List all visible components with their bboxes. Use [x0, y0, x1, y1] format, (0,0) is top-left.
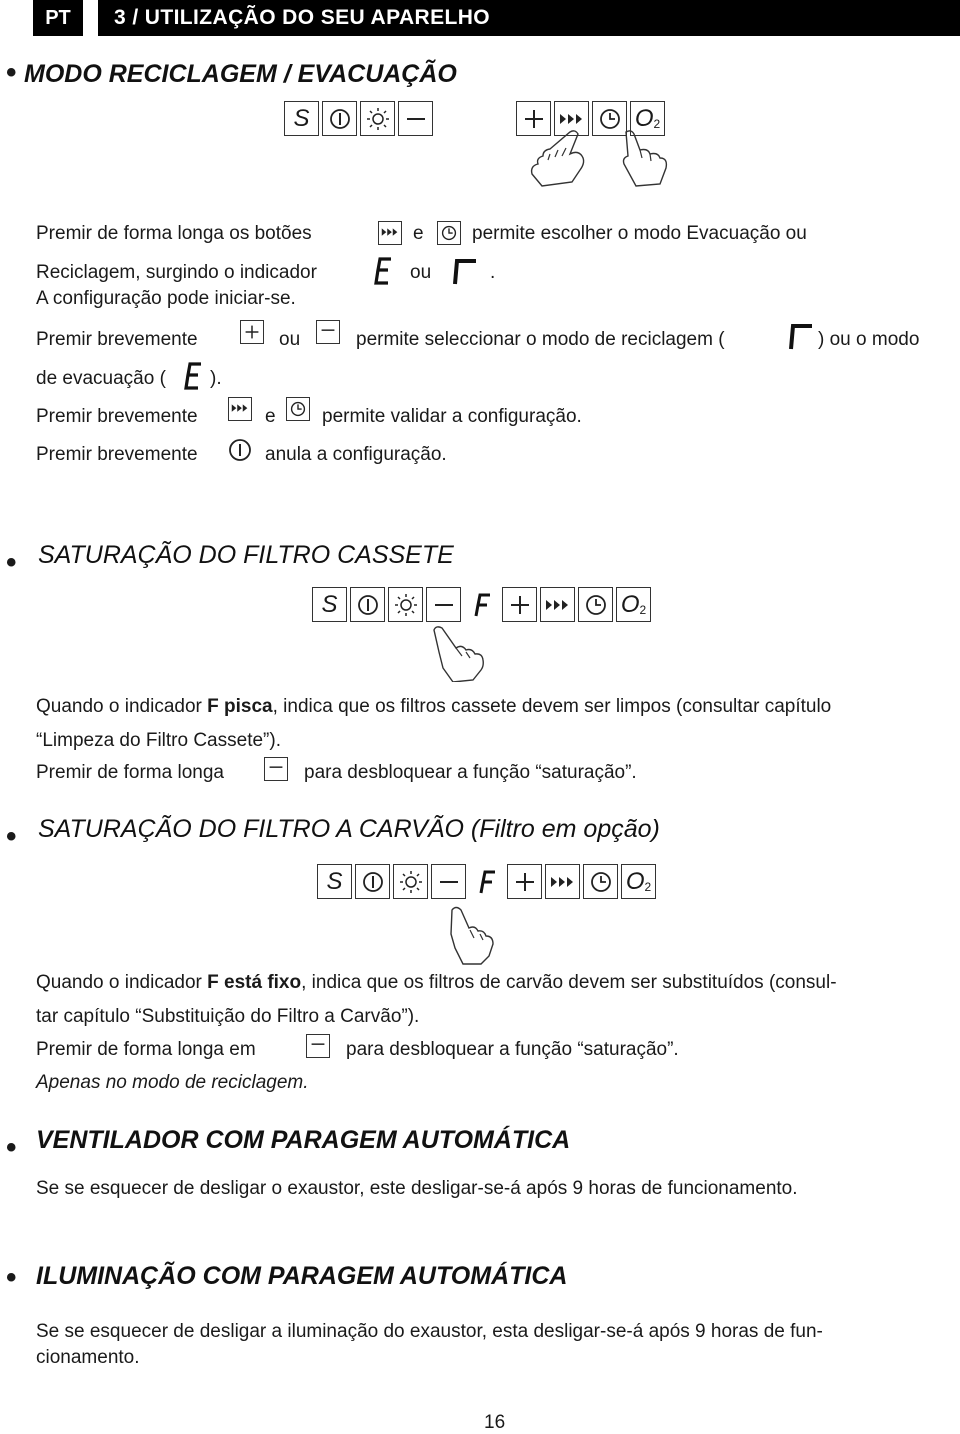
power-icon	[227, 437, 253, 468]
section-bullet: •	[6, 820, 17, 853]
o2-button: O 2	[630, 101, 665, 136]
minus-icon	[426, 587, 461, 622]
text: ) ou o modo	[818, 329, 920, 350]
minus-icon	[398, 101, 433, 136]
r-indicator-icon	[786, 321, 814, 351]
hand-press-icon	[428, 624, 498, 682]
minus-icon	[306, 1034, 330, 1058]
text: ou	[279, 329, 301, 350]
text: Reciclagem, surgindo o indicador	[36, 262, 317, 283]
e-indicator-icon	[374, 256, 394, 286]
minus-icon	[316, 320, 340, 344]
o2-button: O 2	[621, 864, 656, 899]
text: ).	[210, 368, 222, 389]
text: permite seleccionar o modo de reciclagem (	[356, 329, 725, 350]
light-icon	[393, 864, 428, 899]
r-indicator-icon	[450, 256, 478, 286]
fast-forward-icon	[228, 397, 252, 421]
plus-icon	[240, 320, 264, 344]
text: Premir brevemente	[36, 329, 198, 350]
text: anula a configuração.	[265, 444, 447, 465]
text: Quando o indicador F está fixo, indica que os filtros de carvão devem ser substituídos (consul-	[36, 972, 837, 993]
section-title-fan: VENTILADOR COM PARAGEM AUTOMÁTICA	[36, 1126, 571, 1154]
clock-icon	[286, 397, 310, 421]
text: Premir brevemente	[36, 406, 198, 427]
power-icon	[322, 101, 357, 136]
text: e	[413, 223, 424, 244]
light-icon	[360, 101, 395, 136]
s-button: S	[284, 101, 319, 136]
text: Premir brevemente	[36, 444, 198, 465]
fast-forward-icon	[540, 587, 575, 622]
text: Premir de forma longa os botões	[36, 223, 312, 244]
text: Premir de forma longa em	[36, 1039, 256, 1060]
text: Se se esquecer de desligar o exaustor, este desligar-se-á após 9 horas de funcionamento.	[36, 1178, 798, 1199]
control-panel-2	[312, 587, 651, 622]
text: permite escolher o modo Evacuação ou	[472, 223, 807, 244]
fast-forward-icon	[378, 221, 402, 245]
text: cionamento.	[36, 1347, 140, 1368]
page-number: 16	[484, 1412, 506, 1433]
control-panel-3	[317, 864, 656, 899]
plus-icon	[507, 864, 542, 899]
section-bullet: •	[6, 546, 17, 579]
section-bullet: •	[6, 56, 17, 89]
control-panel-1	[284, 101, 433, 136]
clock-icon	[437, 221, 461, 245]
text: permite validar a configuração.	[322, 406, 582, 427]
minus-icon	[264, 757, 288, 781]
e-indicator-icon	[184, 361, 204, 391]
text: Apenas no modo de reciclagem.	[36, 1072, 309, 1093]
clock-icon	[578, 587, 613, 622]
text: Premir de forma longa	[36, 762, 224, 783]
s-button: S	[317, 864, 352, 899]
text: de evacuação (	[36, 368, 166, 389]
text: A configuração pode iniciar-se.	[36, 288, 296, 309]
s-button: S	[312, 587, 347, 622]
text: “Limpeza do Filtro Cassete”).	[36, 730, 281, 751]
f-indicator	[464, 587, 499, 622]
section-title-recycling: MODO RECICLAGEM / EVACUAÇÃO	[24, 60, 457, 88]
text: tar capítulo “Substituição do Filtro a Carvão”).	[36, 1006, 420, 1027]
text: para desbloquear a função “saturação”.	[346, 1039, 679, 1060]
hand-press-icon	[444, 904, 502, 966]
plus-icon	[502, 587, 537, 622]
minus-icon	[431, 864, 466, 899]
power-icon	[350, 587, 385, 622]
text: Se se esquecer de desligar a iluminação do exaustor, esta desligar-se-á após 9 horas de fun-	[36, 1321, 823, 1342]
hand-press-icon	[612, 128, 676, 188]
hand-press-icon	[528, 128, 592, 188]
fast-forward-icon	[545, 864, 580, 899]
text: Quando o indicador F pisca, indica que os filtros cassete devem ser limpos (consultar capítulo	[36, 696, 832, 717]
text: ou	[410, 262, 432, 283]
section-title-carbon: SATURAÇÃO DO FILTRO A CARVÃO (Filtro em opção)	[38, 815, 660, 843]
section-bullet: •	[6, 1261, 17, 1294]
light-icon	[388, 587, 423, 622]
power-icon	[355, 864, 390, 899]
language-tag: PT	[33, 0, 83, 36]
section-title-lighting: ILUMINAÇÃO COM PARAGEM AUTOMÁTICA	[36, 1262, 568, 1290]
f-indicator	[469, 864, 504, 899]
o2-button: O 2	[616, 587, 651, 622]
text: e	[265, 406, 276, 427]
text: para desbloquear a função “saturação”.	[304, 762, 637, 783]
text: .	[490, 262, 496, 283]
section-bullet: •	[6, 1131, 17, 1164]
chapter-title: 3 / UTILIZAÇÃO DO SEU APARELHO	[98, 0, 960, 36]
clock-icon	[583, 864, 618, 899]
section-title-cassette: SATURAÇÃO DO FILTRO CASSETE	[38, 541, 454, 569]
